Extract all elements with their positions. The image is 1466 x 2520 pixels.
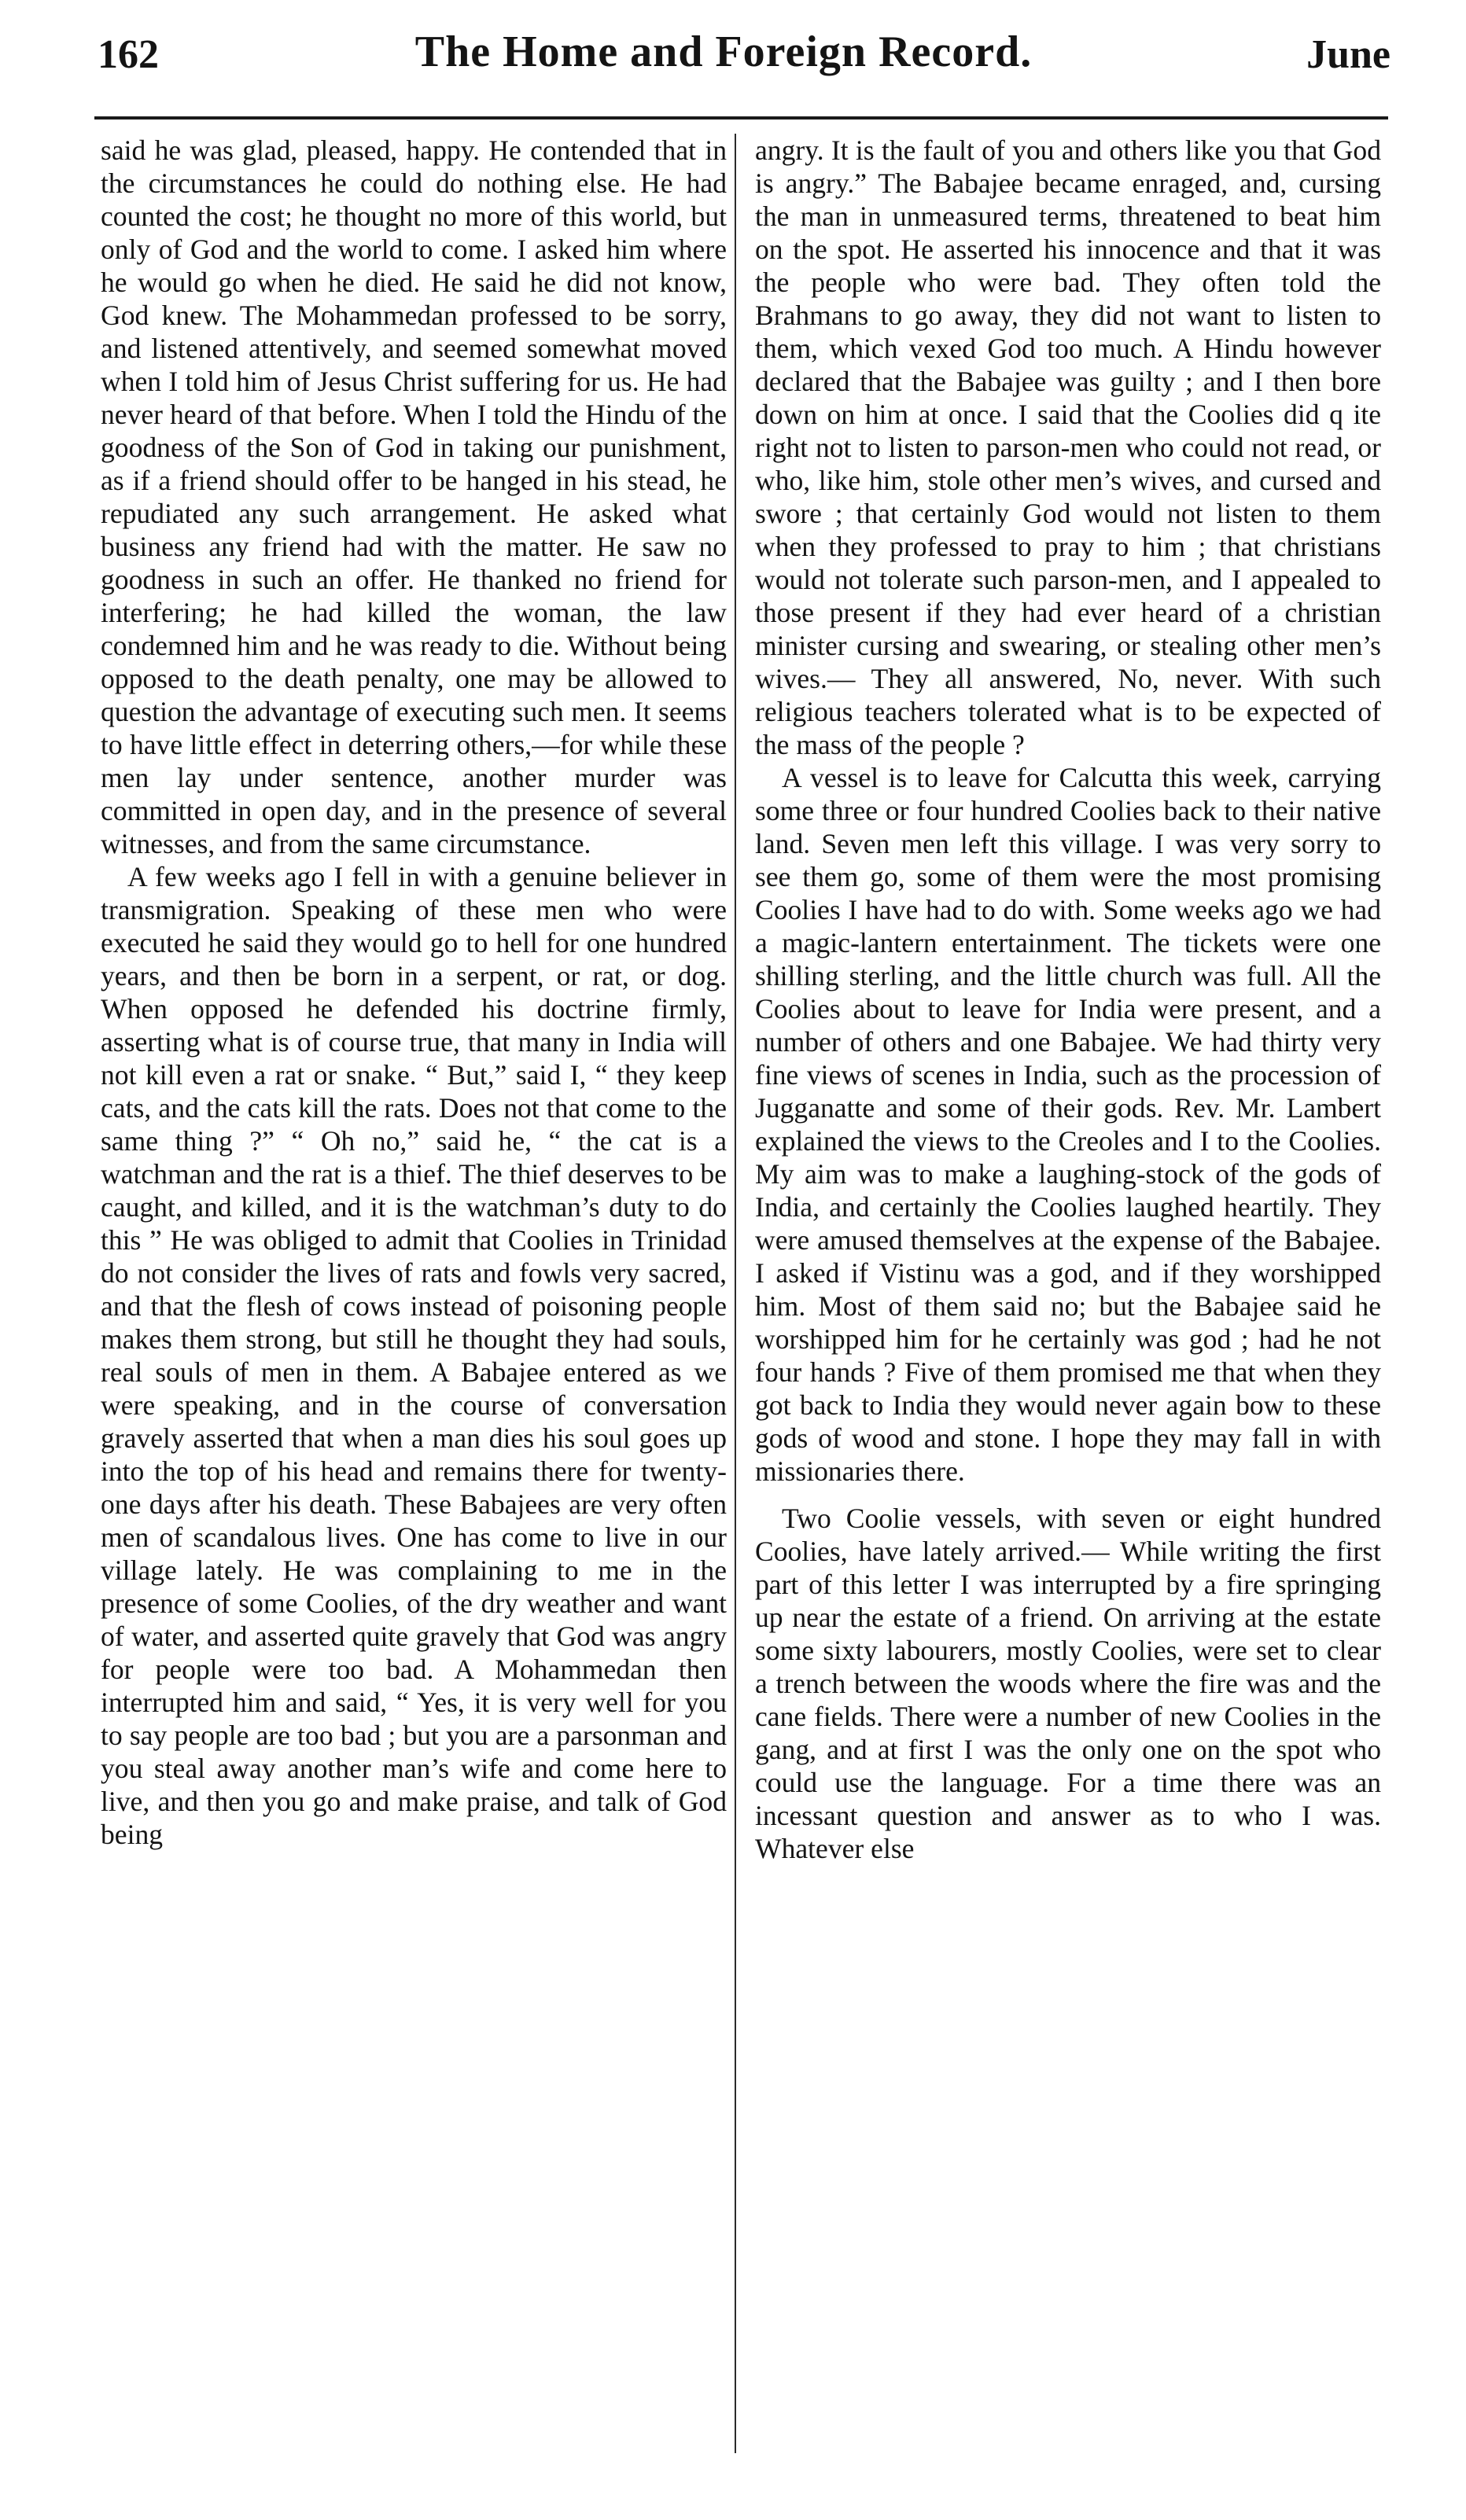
left-column [101, 134, 727, 1851]
left-paragraph-1: said he was glad, pleased, happy. He contended that in the circumstances he could do nothing else. He had counted the cost; he thought no more of this world, but only of God and the world to come. I asked him where he would go when he died. He said he did not know, God knew. The Mohammedan professed to be sorry, and listened attentively, and seemed somewhat moved when I told him of Jesus Christ suffering for us. He had never heard of that before. When I told the Hindu of the goodness of the Son of God in taking our punishment, as if a friend should offer to be hanged in his stead, he repudiated any such arrangement. He asked what business any friend had with the matter. He saw no goodness in such an offer. He thanked no friend for interfering; he had killed the woman, the law condemned him and he was ready to die. Without being opposed to the death penalty, one may be allowed to question the advantage of executing such men. It seems to have little effect in deterring others,—for while these men lay under sentence, another murder was committed in open day, and in the presence of several witnesses, and from the same circumstance. [101, 134, 727, 859]
left-paragraph-2: A few weeks ago I fell in with a genuine believer in transmigration. Speaking of these men who were executed he said they would go to hell for one hundred years, and then be born in a serpent, or rat, or dog. When opposed he defended his doctrine firmly, asserting what is of course true, that many in India will not kill even a rat or snake. “ But,” said I, “ they keep cats, and the cats kill the rats. Does not that come to the same thing ?” “ Oh no,” said he, “ the cat is a watchman and the rat is a thief. The thief deserves to be caught, and killed, and it is the watchman’s duty to do this ” He was obliged to admit that Coolies in Trinidad do not consider the lives of rats and fowls very sacred, and that the flesh of cows instead of poisoning people makes them strong, but still he thought they had souls, real souls of men in them. A Babajee entered as we were speaking, and in the course of conversation gravely asserted that when a man dies his soul goes up into the top of his head and remains there for twenty-one days after his death. These Babajees are very often men of scandalous lives. One has come to live in our village lately. He was complaining to me in the presence of some Coolies, of the dry weather and want of water, and asserted quite gravely that God was angry for people were too bad. A Mohammedan then interrupted him and said, “ Yes, it is very well for you to say people are too bad ; but you are a parsonman and you steal away another man’s wife and come here to live, and then you go and make praise, and talk of God being [101, 861, 727, 1850]
column-divider [735, 134, 736, 2453]
right-paragraph-1: angry. It is the fault of you and others like you that God is angry.” The Babajee became enraged, and, cursing the man in unmeasured terms, threatened to beat him on the spot. He asserted his innocence and that it was the people who were bad. They often told the Brahmans to go away, they did not want to listen to them, which vexed God too much. A Hindu however declared that the Babajee was guilty ; and I then bore down on him at once. I said that the Coolies did q ite right not to listen to parson-men who could not read, or who, like him, stole other men’s wives, and cursed and swore ; that certainly God would not listen to them when they professed to pray to him ; that christians would not tolerate such parson-men, and I appealed to those present if they had ever heard of a christian minister cursing and swearing, or stealing other men’s wives.— They all answered, No, never. With such religious teachers tolerated what is to be expected of the mass of the people ? [755, 134, 1381, 760]
issue-month: June [1306, 32, 1390, 77]
page-number: 162 [98, 32, 159, 77]
header-rule [94, 116, 1388, 120]
right-column [755, 134, 1381, 1865]
right-paragraph-3: Two Coolie vessels, with seven or eight hundred Coolies, have lately arrived.— While writing the first part of this letter I was interrupted by a fire springing up near the estate of a friend. On arriving at the estate some sixty labourers, mostly Coolies, were set to clear a trench between the woods where the fire was and the cane fields. There were a number of new Coolies in the gang, and at first I was the only one on the spot who could use the language. For a time there was an incessant question and answer as to who I was. Whatever else [755, 1503, 1381, 1864]
page-header [0, 0, 1466, 118]
right-paragraph-2: A vessel is to leave for Calcutta this week, carrying some three or four hundred Coolies back to their native land. Seven men left this village. I was very sorry to see them go, some of them were the most promising Coolies I have had to do with. Some weeks ago we had a magic-lantern entertainment. The tickets were one shilling sterling, and the little church was full. All the Coolies about to leave for India were present, and a number of others and one Babajee. We had thirty very fine views of scenes in India, such as the procession of Jugganatte and some of their gods. Rev. Mr. Lambert explained the views to the Creoles and I to the Coolies. My aim was to make a laughing-stock of the gods of India, and certainly the Coolies laughed heartily. They were amused themselves at the expense of the Babajee. I asked if Vistinu was a god, and if they worshipped him. Most of them said no; but the Babajee said he worshipped him for he certainly was god ; had he not four hands ? Five of them promised me that when they got back to India they would never again bow to these gods of wood and stone. I hope they may fall in with missionaries there. [755, 762, 1381, 1487]
journal-title: The Home and Foreign Record. [414, 28, 1033, 76]
